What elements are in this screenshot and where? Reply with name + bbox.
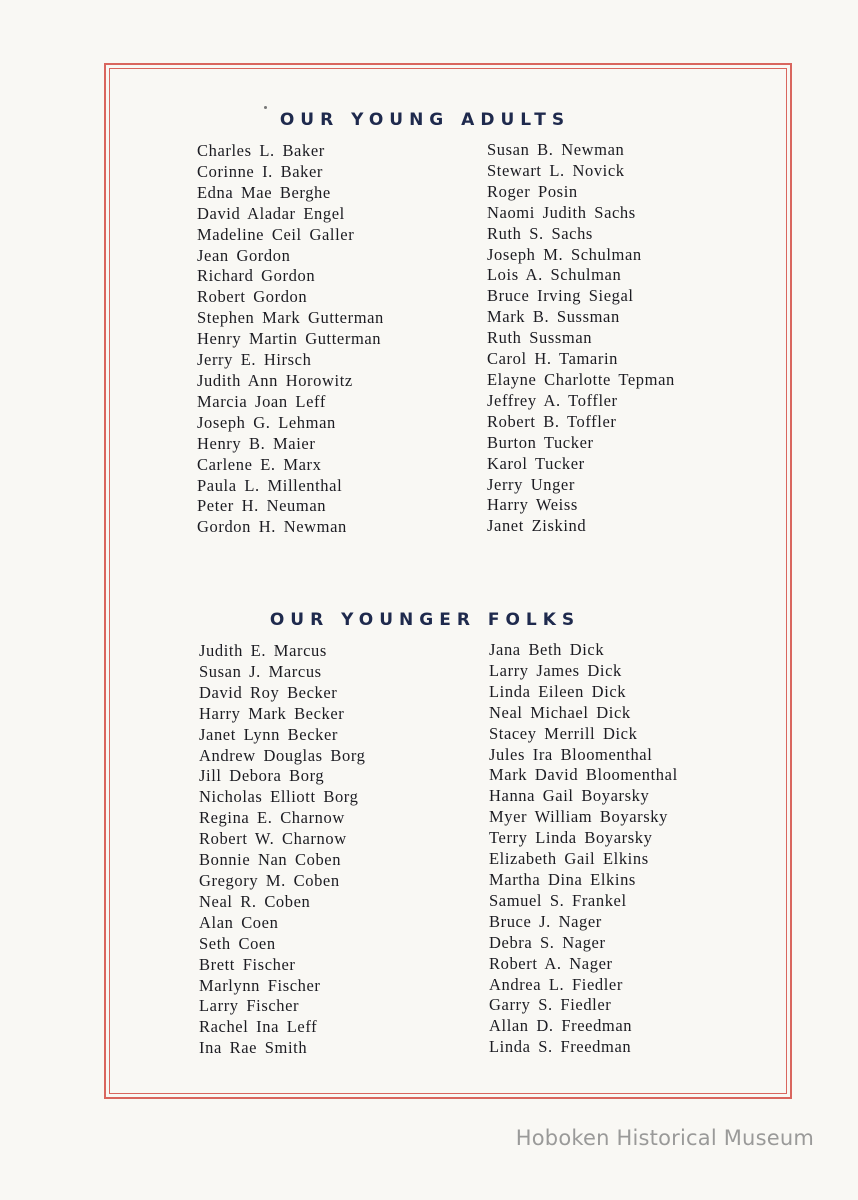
name-entry: Stephen Mark Gutterman bbox=[197, 308, 384, 328]
name-entry: Charles L. Baker bbox=[197, 141, 325, 160]
name-entry: Stacey Merrill Dick bbox=[489, 723, 638, 743]
name-entry: Robert W. Charnow bbox=[199, 829, 347, 849]
young-adults-heading: OUR YOUNG ADULTS bbox=[279, 110, 571, 130]
younger-folks-heading: OUR YOUNGER FOLKS bbox=[269, 610, 581, 630]
name-entry: Lois A. Schulman bbox=[487, 265, 622, 285]
name-entry: Mark B. Sussman bbox=[487, 307, 620, 327]
name-entry: Hanna Gail Boyarsky bbox=[489, 786, 650, 806]
name-entry: Henry Martin Gutterman bbox=[197, 329, 382, 349]
name-entry: Terry Linda Boyarsky bbox=[489, 828, 653, 848]
name-entry: Rachel Ina Leff bbox=[199, 1017, 318, 1037]
name-entry: Allan D. Freedman bbox=[489, 1016, 633, 1036]
name-entry: Andrea L. Fiedler bbox=[489, 974, 623, 994]
name-entry: Neal R. Coben bbox=[199, 891, 311, 911]
name-entry: Marcia Joan Leff bbox=[197, 391, 326, 411]
name-entry: Myer William Boyarsky bbox=[489, 807, 668, 827]
name-entry: Seth Coen bbox=[199, 933, 276, 953]
name-entry: Madeline Ceil Galler bbox=[197, 224, 355, 244]
name-entry: Harry Mark Becker bbox=[199, 703, 345, 723]
name-entry: Larry James Dick bbox=[489, 660, 622, 680]
name-entry: Regina E. Charnow bbox=[199, 808, 345, 828]
name-entry: Richard Gordon bbox=[197, 266, 316, 286]
name-entry: Samuel S. Frankel bbox=[489, 890, 627, 910]
name-entry: Joseph M. Schulman bbox=[487, 244, 642, 264]
name-entry: Bruce Irving Siegal bbox=[487, 286, 634, 306]
name-entry: Alan Coen bbox=[199, 912, 279, 932]
younger-folks-left-list bbox=[199, 641, 366, 1059]
young-adults-left-list bbox=[197, 141, 384, 538]
name-entry: Judith E. Marcus bbox=[199, 641, 327, 660]
name-entry: Brett Fischer bbox=[199, 954, 296, 974]
name-entry: Mark David Bloomenthal bbox=[489, 765, 678, 785]
name-entry: David Roy Becker bbox=[199, 682, 338, 702]
name-entry: Carlene E. Marx bbox=[197, 454, 322, 474]
name-entry: Jeffrey A. Toffler bbox=[487, 390, 618, 410]
name-entry: Burton Tucker bbox=[487, 432, 594, 452]
name-entry: Stewart L. Novick bbox=[487, 160, 625, 180]
name-entry: David Aladar Engel bbox=[197, 203, 345, 223]
name-entry: Joseph G. Lehman bbox=[197, 412, 336, 432]
name-entry: Paula L. Millenthal bbox=[197, 475, 343, 495]
name-entry: Jean Gordon bbox=[197, 245, 291, 265]
name-entry: Elizabeth Gail Elkins bbox=[489, 849, 649, 869]
name-entry: Martha Dina Elkins bbox=[489, 869, 636, 889]
museum-watermark: Hoboken Historical Museum bbox=[515, 1126, 814, 1150]
name-entry: Larry Fischer bbox=[199, 996, 300, 1016]
name-entry: Janet Lynn Becker bbox=[199, 724, 338, 744]
name-entry: Gregory M. Coben bbox=[199, 870, 340, 890]
name-entry: Linda S. Freedman bbox=[489, 1037, 632, 1057]
name-entry: Andrew Douglas Borg bbox=[199, 745, 366, 765]
name-entry: Elayne Charlotte Tepman bbox=[487, 369, 675, 389]
name-entry: Robert A. Nager bbox=[489, 953, 613, 973]
younger-folks-right-list bbox=[489, 640, 678, 1058]
name-entry: Ruth Sussman bbox=[487, 328, 593, 348]
young-adults-right-list bbox=[487, 140, 675, 537]
name-entry: Carol H. Tamarin bbox=[487, 349, 618, 369]
name-entry: Neal Michael Dick bbox=[489, 702, 631, 722]
name-entry: Marlynn Fischer bbox=[199, 975, 321, 995]
name-entry: Robert B. Toffler bbox=[487, 411, 617, 431]
name-entry: Debra S. Nager bbox=[489, 932, 606, 952]
name-entry: Jill Debora Borg bbox=[199, 766, 325, 786]
name-entry: Harry Weiss bbox=[487, 495, 578, 515]
name-entry: Corinne I. Baker bbox=[197, 161, 324, 181]
name-entry: Henry B. Maier bbox=[197, 433, 316, 453]
name-entry: Nicholas Elliott Borg bbox=[199, 787, 359, 807]
name-entry: Bonnie Nan Coben bbox=[199, 850, 342, 870]
name-entry: Janet Ziskind bbox=[487, 516, 587, 536]
name-entry: Robert Gordon bbox=[197, 287, 308, 307]
name-entry: Jana Beth Dick bbox=[489, 640, 605, 659]
name-entry: Ruth S. Sachs bbox=[487, 223, 593, 243]
name-entry: Garry S. Fiedler bbox=[489, 995, 612, 1015]
name-entry: Naomi Judith Sachs bbox=[487, 202, 636, 222]
name-entry: Jules Ira Bloomenthal bbox=[489, 744, 653, 764]
name-entry: Judith Ann Horowitz bbox=[197, 370, 353, 390]
name-entry: Jerry E. Hirsch bbox=[197, 350, 312, 370]
name-entry: Jerry Unger bbox=[487, 474, 575, 494]
name-entry: Karol Tucker bbox=[487, 453, 585, 473]
name-entry: Susan J. Marcus bbox=[199, 661, 322, 681]
name-entry: Gordon H. Newman bbox=[197, 517, 347, 537]
name-entry: Bruce J. Nager bbox=[489, 911, 602, 931]
name-entry: Peter H. Neuman bbox=[197, 496, 327, 516]
name-entry: Ina Rae Smith bbox=[199, 1038, 308, 1058]
paper-speck bbox=[264, 106, 267, 109]
name-entry: Roger Posin bbox=[487, 181, 578, 201]
name-entry: Linda Eileen Dick bbox=[489, 681, 627, 701]
name-entry: Edna Mae Berghe bbox=[197, 182, 331, 202]
name-entry: Susan B. Newman bbox=[487, 140, 625, 159]
